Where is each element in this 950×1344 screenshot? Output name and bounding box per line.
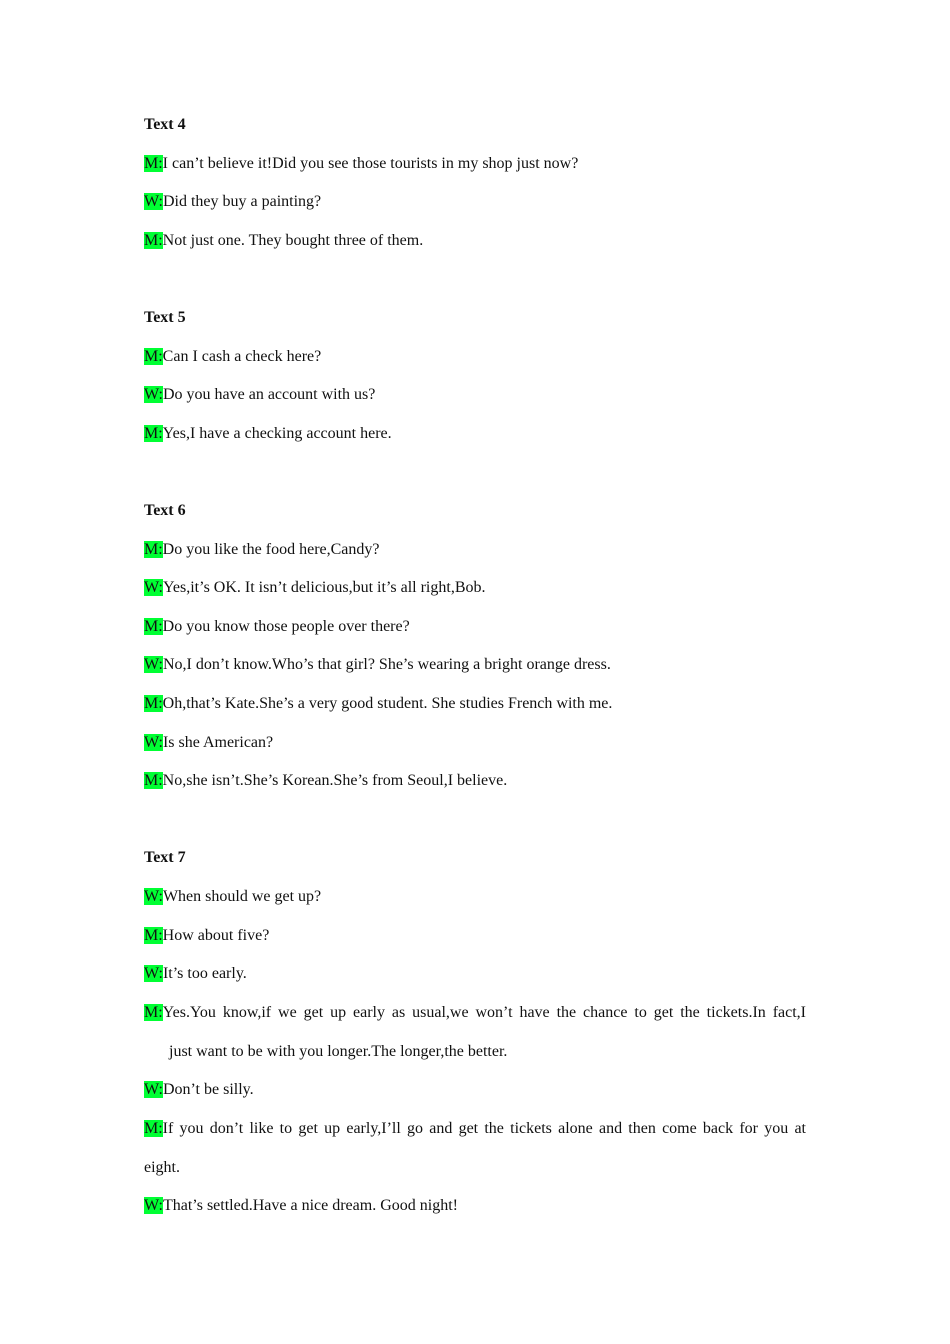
dialogue-line bbox=[144, 733, 806, 753]
speaker-label: W: bbox=[144, 734, 163, 751]
section-title-text-7: Text 7 bbox=[144, 849, 186, 866]
dialogue-text: When should we get up? bbox=[162, 888, 322, 905]
dialogue-line bbox=[144, 1080, 806, 1100]
speaker-label: M: bbox=[144, 232, 163, 249]
dialogue-line bbox=[144, 1119, 806, 1139]
dialogue-text: It’s too early. bbox=[162, 965, 247, 982]
dialogue-line bbox=[144, 154, 806, 174]
speaker-label: M: bbox=[144, 618, 163, 635]
speaker-label: W: bbox=[144, 386, 163, 403]
dialogue-line bbox=[144, 655, 806, 675]
speaker-label: M: bbox=[144, 695, 163, 712]
dialogue-line bbox=[144, 694, 806, 714]
dialogue-text: Yes,I have a checking account here. bbox=[162, 425, 392, 442]
dialogue-text: Not just one. They bought three of them. bbox=[162, 232, 424, 249]
dialogue-line bbox=[144, 926, 806, 946]
dialogue-text: I can’t believe it!Did you see those tourists in my shop just now? bbox=[162, 155, 579, 172]
dialogue-continuation: eight. bbox=[144, 1159, 180, 1176]
speaker-label: M: bbox=[144, 425, 163, 442]
dialogue-line bbox=[144, 617, 806, 637]
dialogue-line bbox=[144, 192, 806, 212]
speaker-label: M: bbox=[144, 1004, 163, 1021]
dialogue-line bbox=[144, 231, 806, 251]
section-title-text-4: Text 4 bbox=[144, 116, 186, 133]
dialogue-line bbox=[144, 578, 806, 598]
speaker-label: M: bbox=[144, 155, 163, 172]
speaker-label: W: bbox=[144, 656, 163, 673]
dialogue-text: Don’t be silly. bbox=[162, 1081, 254, 1098]
dialogue-text: Did they buy a painting? bbox=[162, 193, 322, 210]
dialogue-line bbox=[144, 1003, 806, 1023]
dialogue-text: Can I cash a check here? bbox=[162, 348, 322, 365]
dialogue-continuation: just want to be with you longer.The longer,the better. bbox=[169, 1043, 508, 1060]
speaker-label: W: bbox=[144, 1081, 163, 1098]
section-title-text-6: Text 6 bbox=[144, 502, 186, 519]
dialogue-line bbox=[144, 347, 806, 367]
dialogue-line bbox=[144, 887, 806, 907]
speaker-label: W: bbox=[144, 579, 163, 596]
dialogue-text: Yes,it’s OK. It isn’t delicious,but it’s all right,Bob. bbox=[162, 579, 486, 596]
dialogue-text: Is she American? bbox=[162, 734, 274, 751]
dialogue-text: Do you like the food here,Candy? bbox=[162, 541, 380, 558]
dialogue-text: Yes.You know,if we get up early as usual,we won’t have the chance to get the tickets.In fact,I bbox=[162, 1004, 806, 1021]
speaker-label: M: bbox=[144, 1120, 163, 1137]
speaker-label: M: bbox=[144, 348, 163, 365]
dialogue-text: No,I don’t know.Who’s that girl? She’s wearing a bright orange dress. bbox=[162, 656, 611, 673]
section-title-text-5: Text 5 bbox=[144, 309, 186, 326]
dialogue-line bbox=[144, 424, 806, 444]
speaker-label: W: bbox=[144, 965, 163, 982]
speaker-label: W: bbox=[144, 1197, 163, 1214]
dialogue-line bbox=[144, 1196, 806, 1216]
speaker-label: W: bbox=[144, 193, 163, 210]
dialogue-text: That’s settled.Have a nice dream. Good night! bbox=[162, 1197, 458, 1214]
dialogue-text: How about five? bbox=[162, 927, 270, 944]
speaker-label: W: bbox=[144, 888, 163, 905]
dialogue-text: If you don’t like to get up early,I’ll go and get the tickets alone and then come back for you at bbox=[162, 1120, 806, 1137]
dialogue-line bbox=[144, 385, 806, 405]
speaker-label: M: bbox=[144, 927, 163, 944]
dialogue-text: Do you know those people over there? bbox=[162, 618, 410, 635]
dialogue-line bbox=[144, 771, 806, 791]
dialogue-line bbox=[144, 540, 806, 560]
speaker-label: M: bbox=[144, 772, 163, 789]
dialogue-line bbox=[144, 964, 806, 984]
speaker-label: M: bbox=[144, 541, 163, 558]
dialogue-text: Oh,that’s Kate.She’s a very good student. She studies French with me. bbox=[162, 695, 613, 712]
dialogue-text: Do you have an account with us? bbox=[162, 386, 376, 403]
dialogue-text: No,she isn’t.She’s Korean.She’s from Seoul,I believe. bbox=[162, 772, 508, 789]
